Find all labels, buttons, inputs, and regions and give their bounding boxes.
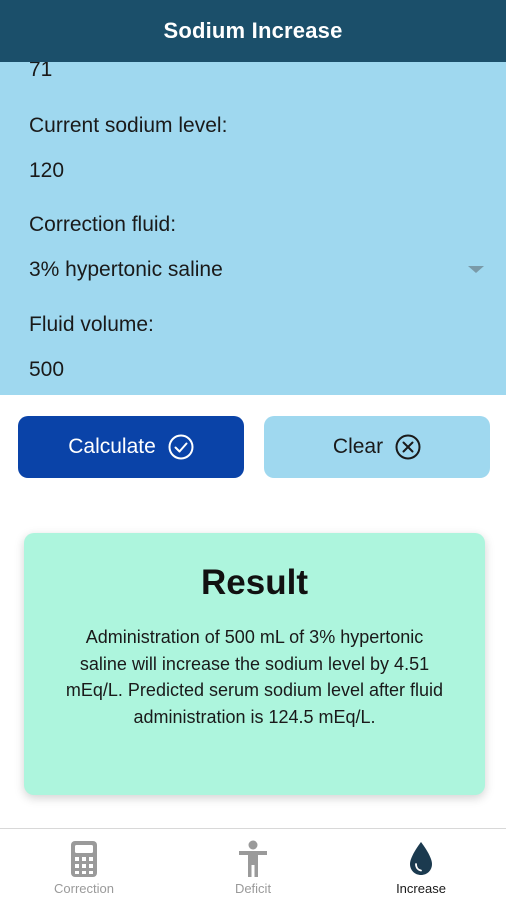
fluid-volume-label: Fluid volume: [29, 313, 154, 336]
correction-fluid-value: 3% hypertonic saline [29, 258, 223, 281]
tab-increase[interactable] [337, 829, 505, 900]
fluid-volume-field[interactable] [0, 353, 506, 393]
tab-increase-label: Increase [396, 881, 446, 896]
check-circle-icon [168, 434, 194, 460]
person-icon [236, 839, 270, 879]
partial-value-field[interactable] [0, 62, 506, 92]
current-sodium-value: 120 [29, 159, 65, 182]
tab-deficit[interactable] [169, 829, 337, 900]
clear-button-label: Clear [332, 435, 384, 458]
calculator-icon [67, 839, 101, 879]
clear-button[interactable] [264, 416, 490, 478]
result-title: Result [201, 563, 308, 602]
close-circle-icon [395, 434, 421, 460]
chevron-down-icon[interactable] [468, 266, 484, 273]
water-drop-icon [404, 839, 438, 879]
form-panel [0, 62, 506, 395]
correction-fluid-label: Correction fluid: [29, 213, 177, 236]
header-bar [0, 0, 506, 62]
partial-value-text: 71 [29, 62, 53, 81]
page-title: Sodium Increase [163, 18, 343, 43]
calculate-button[interactable] [18, 416, 244, 478]
current-sodium-label: Current sodium level: [29, 114, 228, 137]
calculate-button-label: Calculate [68, 435, 156, 458]
fluid-volume-value: 500 [29, 358, 65, 381]
tab-correction[interactable] [0, 829, 168, 900]
result-text: Administration of 500 mL of 3% hypertonic saline will increase the sodium level by 4.51 mEq/L. Predicted serum sodium level after fluid administration is 124.5 mEq/L. [65, 627, 444, 727]
tab-correction-label: Correction [54, 881, 114, 896]
result-card [24, 533, 485, 795]
tab-bar [0, 828, 506, 900]
tab-deficit-label: Deficit [234, 881, 272, 896]
current-sodium-field[interactable] [0, 154, 506, 194]
